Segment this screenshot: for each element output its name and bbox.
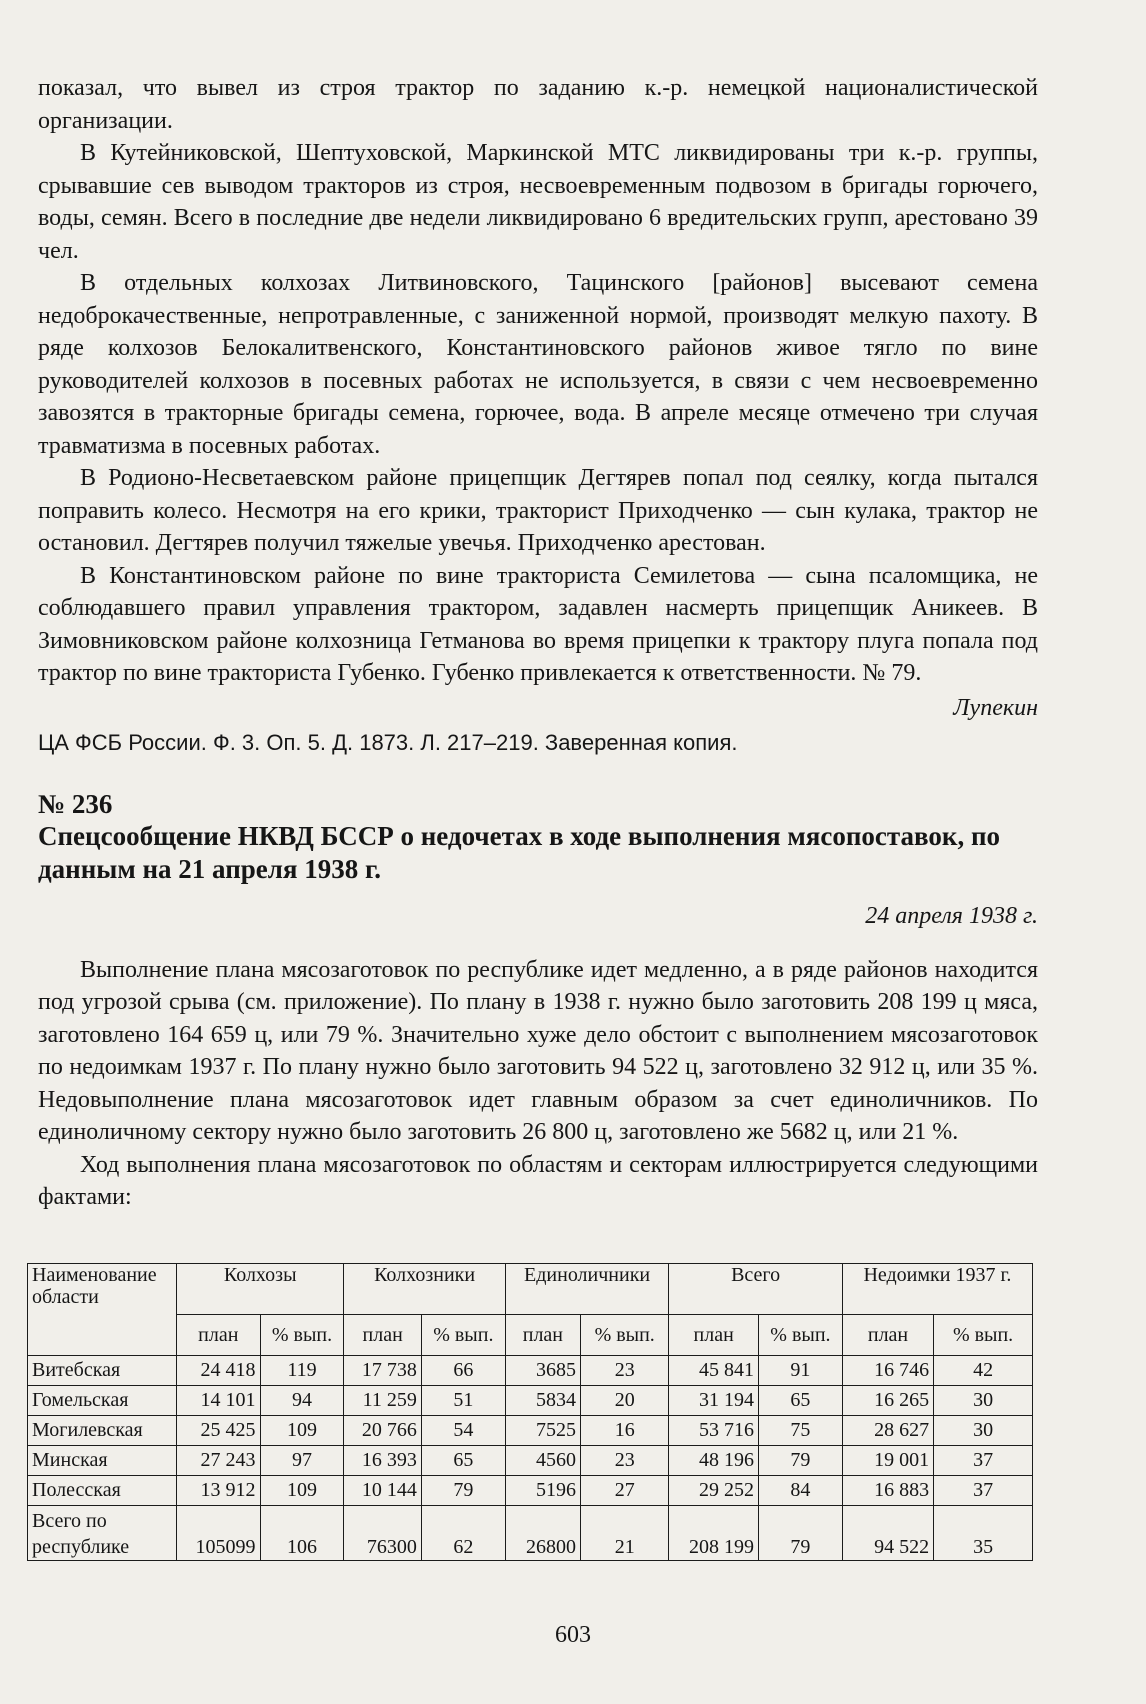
group-header-arrears: Недоимки 1937 г. <box>842 1264 1032 1315</box>
plan-cell: 28 627 <box>842 1416 933 1446</box>
percent-cell: 66 <box>421 1356 505 1386</box>
plan-cell: 16 393 <box>344 1446 422 1476</box>
plan-cell: 19 001 <box>842 1446 933 1476</box>
percent-cell: 62 <box>421 1506 505 1561</box>
paragraph: В отдельных колхозах Литвиновского, Тацинского [районов] высевают семена недоброкачественные, непротравленные, с заниженной нормой, производят мелкую пахоту. В ряде колхозов Белокалитвенского, Константиновского районов живое тягло по вине руководителей колхозов в посевных работах не используется, в связи с чем несвоевременно завозятся в тракторные бригады семена, горючее, вода. В апреле месяце отмечено три случая травматизма в посевных работах. <box>38 270 1038 459</box>
plan-cell: 94 522 <box>842 1506 933 1561</box>
percent-cell: 106 <box>260 1506 344 1561</box>
percent-cell: 119 <box>260 1356 344 1386</box>
percent-cell: 75 <box>758 1416 842 1446</box>
plan-cell: 20 766 <box>344 1416 422 1446</box>
sub-header-pct: % вып. <box>934 1315 1033 1356</box>
plan-cell: 31 194 <box>669 1386 759 1416</box>
table-row <box>28 1356 1033 1386</box>
plan-cell: 4560 <box>505 1446 580 1476</box>
percent-cell: 79 <box>421 1476 505 1506</box>
percent-cell: 109 <box>260 1476 344 1506</box>
region-name-cell: Могилевская <box>28 1416 177 1446</box>
plan-cell: 45 841 <box>669 1356 759 1386</box>
page-number: 603 <box>555 1622 591 1648</box>
meat-procurement-table <box>27 1263 1033 1561</box>
paragraph: показал, что вывел из строя трактор по заданию к.-р. немецкой националистической организации. <box>38 75 1038 134</box>
paragraph: В Кутейниковской, Шептуховской, Маркинской МТС ликвидированы три к.-р. группы, срывавшие сев выводом тракторов из строя, несвоевременным подвозом в бригады горючего, воды, семян. Всего в последние две недели ликвидировано 6 вредительских групп, арестовано 39 чел. <box>38 140 1038 264</box>
plan-cell: 14 101 <box>177 1386 261 1416</box>
percent-cell: 65 <box>758 1386 842 1416</box>
sub-header-plan: план <box>344 1315 422 1356</box>
plan-cell: 48 196 <box>669 1446 759 1476</box>
region-name-cell: Минская <box>28 1446 177 1476</box>
region-column-header: Наименование области <box>28 1264 177 1356</box>
percent-cell: 109 <box>260 1416 344 1446</box>
table-row <box>28 1506 1033 1561</box>
plan-cell: 10 144 <box>344 1476 422 1506</box>
plan-cell: 3685 <box>505 1356 580 1386</box>
percent-cell: 16 <box>581 1416 669 1446</box>
region-name-cell: Полесская <box>28 1476 177 1506</box>
sub-header-plan: план <box>505 1315 580 1356</box>
plan-cell: 27 243 <box>177 1446 261 1476</box>
plan-cell: 25 425 <box>177 1416 261 1446</box>
percent-cell: 84 <box>758 1476 842 1506</box>
table-row <box>28 1416 1033 1446</box>
plan-cell: 16 265 <box>842 1386 933 1416</box>
plan-cell: 105099 <box>177 1506 261 1561</box>
percent-cell: 30 <box>934 1416 1033 1446</box>
region-name-cell: Гомельская <box>28 1386 177 1416</box>
document-number: № 236 <box>38 788 113 819</box>
group-header-kolkhozniki: Колхозники <box>344 1264 505 1315</box>
plan-cell: 7525 <box>505 1416 580 1446</box>
percent-cell: 94 <box>260 1386 344 1416</box>
sub-header-pct: % вып. <box>581 1315 669 1356</box>
group-header-kolkhozy: Колхозы <box>177 1264 344 1315</box>
plan-cell: 29 252 <box>669 1476 759 1506</box>
table-body <box>28 1356 1033 1561</box>
group-header-edinolichniki: Единоличники <box>505 1264 669 1315</box>
plan-cell: 24 418 <box>177 1356 261 1386</box>
sub-header-plan: план <box>177 1315 261 1356</box>
plan-cell: 208 199 <box>669 1506 759 1561</box>
main-text <box>38 72 1038 1214</box>
table-row <box>28 1386 1033 1416</box>
percent-cell: 35 <box>934 1506 1033 1561</box>
sub-header-pct: % вып. <box>260 1315 344 1356</box>
sub-header-pct: % вып. <box>421 1315 505 1356</box>
percent-cell: 23 <box>581 1446 669 1476</box>
percent-cell: 20 <box>581 1386 669 1416</box>
sub-header-plan: план <box>669 1315 759 1356</box>
plan-cell: 16 746 <box>842 1356 933 1386</box>
document-title: Спецсообщение НКВД БССР о недочетах в ходе выполнения мясопоставок, по данным на 21 апреля 1938 г. <box>38 820 1001 884</box>
percent-cell: 37 <box>934 1446 1033 1476</box>
archive-source: ЦА ФСБ России. Ф. 3. Оп. 5. Д. 1873. Л. 217–219. Заверенная копия. <box>38 729 738 755</box>
sub-header-pct: % вып. <box>758 1315 842 1356</box>
percent-cell: 23 <box>581 1356 669 1386</box>
percent-cell: 37 <box>934 1476 1033 1506</box>
percent-cell: 51 <box>421 1386 505 1416</box>
paragraph: В Родионо-Несветаевском районе прицепщик Дегтярев попал под сеялку, когда пытался поправить колесо. Несмотря на его крики, тракторист Приходченко — сын кулака, трактор не остановил. Дегтярев получил тяжелые увечья. Приходченко арестован. <box>38 465 1038 556</box>
percent-cell: 65 <box>421 1446 505 1476</box>
plan-cell: 5834 <box>505 1386 580 1416</box>
table-row <box>28 1476 1033 1506</box>
paragraph: Ход выполнения плана мясозаготовок по областям и секторам иллюстрируется следующими фактами: <box>38 1151 1038 1210</box>
percent-cell: 42 <box>934 1356 1033 1386</box>
document-date: 24 апреля 1938 г. <box>865 902 1038 929</box>
plan-cell: 11 259 <box>344 1386 422 1416</box>
signature: Лупекин <box>953 694 1038 721</box>
plan-cell: 53 716 <box>669 1416 759 1446</box>
region-name-cell: Витебская <box>28 1356 177 1386</box>
percent-cell: 79 <box>758 1506 842 1561</box>
paragraph: Выполнение плана мясозаготовок по республике идет медленно, а в ряде районов находится под угрозой срыва (см. приложение). По плану в 1938 г. нужно было заготовить 208 199 ц мяса, заготовлено 164 659 ц, или 79 %. Значительно хуже дело обстоит с выполнением мясозаготовок по недоимкам 1937 г. По плану нужно было заготовить 94 522 ц, заготовлено 32 912 ц, или 35 %. Недовыполнение плана мясозаготовок идет главным образом за счет единоличников. По единоличному сектору нужно было заготовить 26 800 ц, заготовлено же 5682 ц, или 21 %. <box>38 956 1038 1145</box>
plan-cell: 26800 <box>505 1506 580 1561</box>
paragraph: В Константиновском районе по вине тракториста Семилетова — сына псаломщика, не соблюдавшего правил управления трактором, задавлен насмерть прицепщик Аникеев. В Зимовниковском районе колхозница Гетманова во время прицепки к трактору плуга попала под трактор по вине тракториста Губенко. Губенко привлекается к ответственности. № 79. <box>38 562 1038 686</box>
percent-cell: 54 <box>421 1416 505 1446</box>
percent-cell: 27 <box>581 1476 669 1506</box>
percent-cell: 97 <box>260 1446 344 1476</box>
region-name-cell: Всего по республике <box>28 1506 177 1561</box>
percent-cell: 91 <box>758 1356 842 1386</box>
percent-cell: 30 <box>934 1386 1033 1416</box>
plan-cell: 17 738 <box>344 1356 422 1386</box>
sub-header-plan: план <box>842 1315 933 1356</box>
percent-cell: 21 <box>581 1506 669 1561</box>
percent-cell: 79 <box>758 1446 842 1476</box>
plan-cell: 5196 <box>505 1476 580 1506</box>
plan-cell: 76300 <box>344 1506 422 1561</box>
plan-cell: 13 912 <box>177 1476 261 1506</box>
table-row <box>28 1446 1033 1476</box>
plan-cell: 16 883 <box>842 1476 933 1506</box>
group-header-total: Всего <box>669 1264 842 1315</box>
